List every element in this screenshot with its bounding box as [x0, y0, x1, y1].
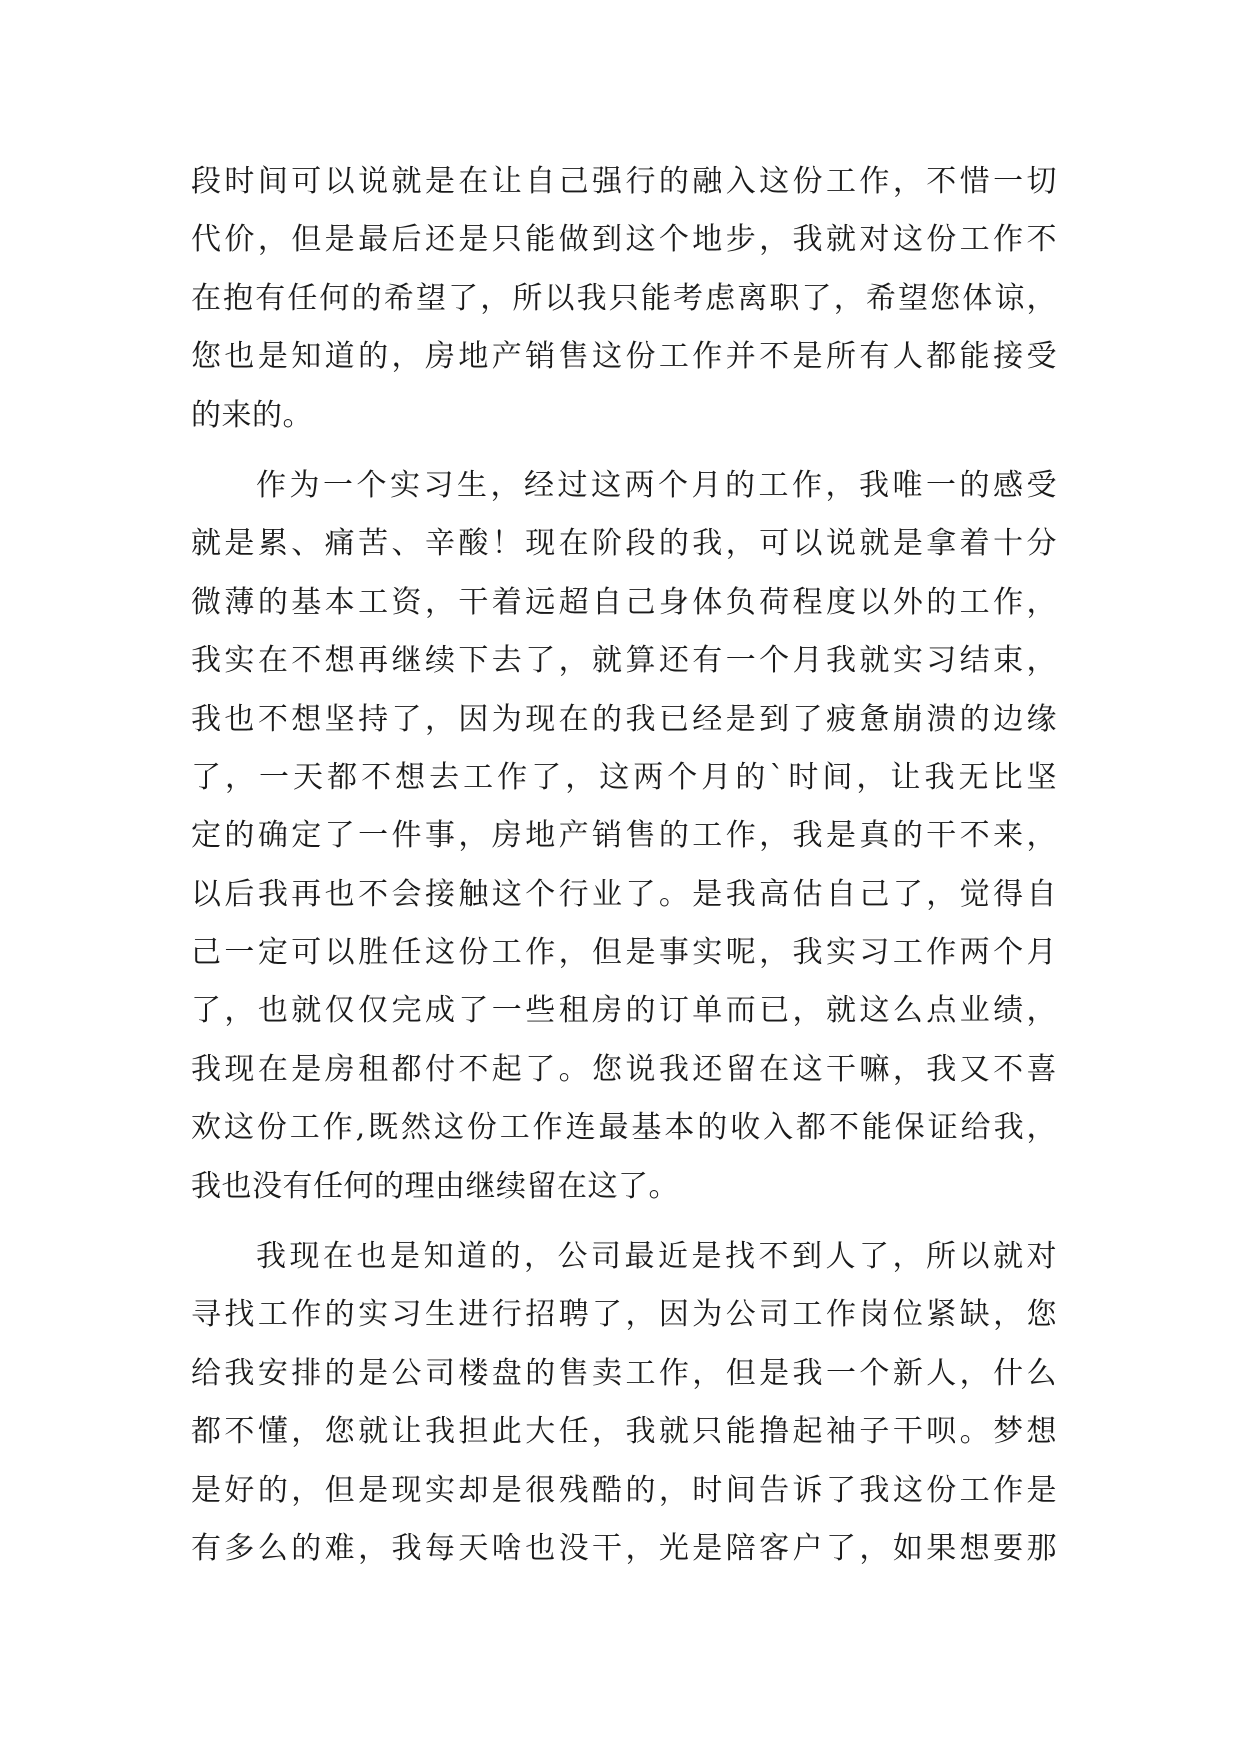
- text-line: 我现在是房租都付不起了。您说我还留在这干嘛，我又不喜: [191, 1051, 1057, 1087]
- text-line: 寻找工作的实习生进行招聘了，因为公司工作岗位紧缺，您: [191, 1297, 1057, 1333]
- document-body: [191, 153, 1057, 1578]
- text-line: 我也没有任何的理由继续留在这了。: [191, 1168, 679, 1204]
- paragraph-1: [191, 153, 1057, 445]
- text-line: 代价，但是最后还是只能做到这个地步，我就对这份工作不: [191, 222, 1057, 258]
- text-line: 就是累、痛苦、辛酸！现在阶段的我，可以说就是拿着十分: [191, 526, 1057, 562]
- text-line: 微薄的基本工资，干着远超自己身体负荷程度以外的工作，: [191, 584, 1057, 620]
- text-line: 己一定可以胜任这份工作，但是事实呢，我实习工作两个月: [191, 935, 1057, 971]
- text-line: 了，也就仅仅完成了一些租房的订单而已，就这么点业绩，: [191, 993, 1057, 1029]
- text-line: 作为一个实习生，经过这两个月的工作，我唯一的感受: [256, 467, 1057, 503]
- text-line: 以后我再也不会接触这个行业了。是我高估自己了，觉得自: [191, 876, 1057, 912]
- text-line: 我现在也是知道的，公司最近是找不到人了，所以就对: [256, 1239, 1057, 1275]
- paragraph-3: [191, 1228, 1057, 1578]
- text-line: 是好的，但是现实却是很残酷的，时间告诉了我这份工作是: [191, 1472, 1057, 1508]
- text-line: 给我安排的是公司楼盘的售卖工作，但是我一个新人，什么: [191, 1355, 1057, 1391]
- text-line: 都不懂，您就让我担此大任，我就只能撸起袖子干呗。梦想: [191, 1414, 1057, 1450]
- text-line: 欢这份工作,既然这份工作连最基本的收入都不能保证给我，: [191, 1110, 1057, 1146]
- text-line: 的来的。: [191, 397, 313, 433]
- text-line: 有多么的难，我每天啥也没干，光是陪客户了，如果想要那: [191, 1530, 1057, 1566]
- text-line: 定的确定了一件事，房地产销售的工作，我是真的干不来，: [191, 818, 1057, 854]
- text-line: 我也不想坚持了，因为现在的我已经是到了疲惫崩溃的边缘: [191, 701, 1057, 737]
- paragraph-2: [191, 457, 1057, 1216]
- text-line: 您也是知道的，房地产销售这份工作并不是所有人都能接受: [191, 339, 1057, 375]
- text-line: 了，一天都不想去工作了，这两个月的`时间，让我无比坚: [191, 759, 1057, 795]
- text-line: 在抱有任何的希望了，所以我只能考虑离职了，希望您体谅，: [191, 280, 1057, 316]
- text-line: 我实在不想再继续下去了，就算还有一个月我就实习结束，: [191, 643, 1057, 679]
- text-line: 段时间可以说就是在让自己强行的融入这份工作，不惜一切: [191, 164, 1057, 199]
